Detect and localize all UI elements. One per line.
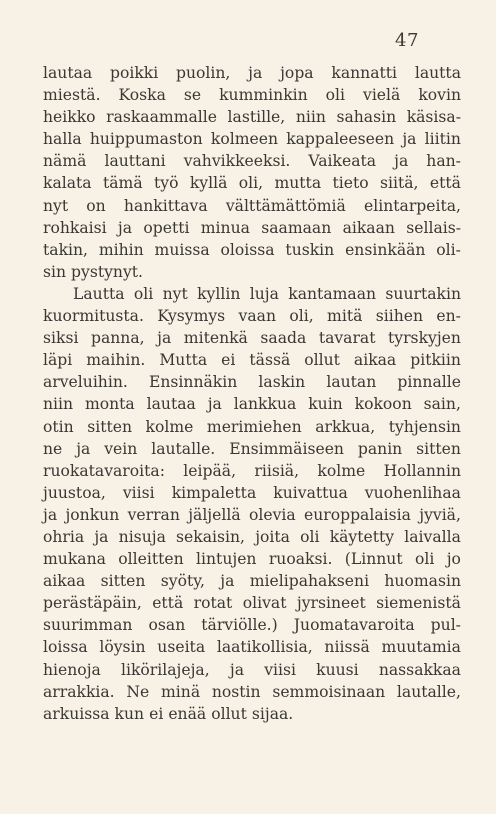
text-line: perästäpäin, että rotat olivat jyrsineet siemenistä — [43, 594, 461, 613]
text-line: kalata tämä työ kyllä oli, mutta tieto siitä, että — [43, 174, 461, 193]
text-line: takin, mihin muissa oloissa tuskin ensinkään oli- — [43, 240, 461, 259]
text-line: ruokatavaroita: leipää, riisiä, kolme Hollannin — [43, 461, 461, 480]
text-line: aikaa sitten syöty, ja mielipahakseni huomasin — [43, 572, 461, 591]
text-line: suurimman osan tärviölle.) Juomatavaroita pul- — [43, 616, 461, 635]
text-line: mukana olleitten lintujen ruoaksi. (Linnut oli jo — [43, 550, 461, 569]
text-line: miestä. Koska se kumminkin oli vielä kovin — [43, 86, 461, 105]
text-line: ohria ja nisuja sekaisin, joita oli käytetty laivalla — [43, 527, 461, 546]
body-text — [43, 62, 461, 725]
text-line: siksi panna, ja mitenkä saada tavarat tyrskyjen — [43, 329, 461, 348]
text-line: rohkaisi ja opetti minua saamaan aikaan sellais- — [43, 218, 461, 237]
text-line: sin pystynyt. — [43, 262, 143, 281]
text-line: arrakkia. Ne minä nostin semmoisinaan lautalle, — [43, 682, 461, 701]
text-line: nyt on hankittava välttämättömiä elintarpeita, — [43, 196, 461, 215]
text-line: halla huippumaston kolmeen kappaleeseen ja liitin — [43, 130, 461, 149]
text-line: arveluihin. Ensinnäkin laskin lautan pinnalle — [43, 373, 461, 392]
text-line: hienoja likörilajeja, ja viisi kuusi nassakkaa — [43, 660, 461, 679]
text-line: nämä lauttani vahvikkeeksi. Vaikeata ja han- — [43, 152, 461, 171]
text-line: niin monta lautaa ja lankkua kuin kokoon sain, — [43, 395, 461, 414]
text-line: heikko raskaammalle lastille, niin sahasin käsisa- — [43, 108, 461, 127]
text-line: Lautta oli nyt kyllin luja kantamaan suurtakin — [73, 284, 461, 303]
text-line: ne ja vein lautalle. Ensimmäiseen panin sitten — [43, 439, 461, 458]
page-number: 47 — [395, 30, 419, 51]
text-line: arkuissa kun ei enää ollut sijaa. — [43, 704, 294, 723]
text-line: ja jonkun verran jäljellä olevia europpalaisia jyviä, — [43, 505, 461, 524]
text-line: loissa löysin useita laatikollisia, niissä muutamia — [43, 638, 461, 657]
text-line: läpi maihin. Mutta ei tässä ollut aikaa pitkiin — [43, 351, 461, 370]
text-line: juustoa, viisi kimpaletta kuivattua vuohenlihaa — [43, 483, 461, 502]
text-line: otin sitten kolme merimiehen arkkua, tyhjensin — [43, 417, 461, 436]
text-line: lautaa poikki puolin, ja jopa kannatti lautta — [43, 64, 461, 82]
text-line: kuormitusta. Kysymys vaan oli, mitä siihen en- — [43, 307, 461, 326]
